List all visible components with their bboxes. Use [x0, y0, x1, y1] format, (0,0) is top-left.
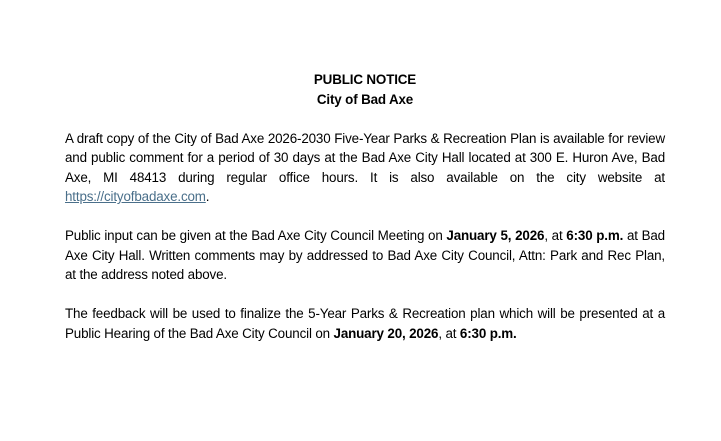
public-notice-document [65, 70, 665, 343]
meeting-time: 6:30 p.m. [566, 228, 624, 243]
paragraph-availability [65, 129, 665, 207]
notice-title: PUBLIC NOTICE [313, 72, 417, 87]
text: , at [544, 228, 567, 243]
paragraph-public-input [65, 226, 665, 285]
text: at Bad Axe City Hall. Written comments may by addressed to Bad Axe City Council, Attn: Park and Rec Plan, at the address noted above. [65, 228, 665, 282]
city-website-link[interactable]: https://cityofbadaxe.com [65, 189, 206, 204]
notice-subtitle: City of Bad Axe [316, 91, 414, 107]
text: , at [438, 325, 460, 341]
paragraph-public-hearing [65, 304, 665, 343]
hearing-date: January 20, 2026 [333, 325, 439, 341]
paragraph-availability-text: A draft copy of the City of Bad Axe 2026-2030 Five-Year Parks & Recreation Plan is available for review and public comment for a period of 30 days at the Bad Axe City Hall located at 300 E. Huron Ave, Bad Axe, MI 48413 during regular office hours. It is also available on the city website at [65, 130, 665, 185]
meeting-date: January 5, 2026 [446, 228, 545, 243]
hearing-time: 6:30 p.m. [459, 325, 517, 341]
text: Public input can be given at the Bad Axe City Council Meeting on [65, 228, 447, 243]
text: The feedback will be used to finalize the 5-Year Parks & Recreation plan which will be presented at a Public Hearing of the Bad Axe City Council on [65, 306, 665, 341]
period: . [205, 189, 210, 204]
